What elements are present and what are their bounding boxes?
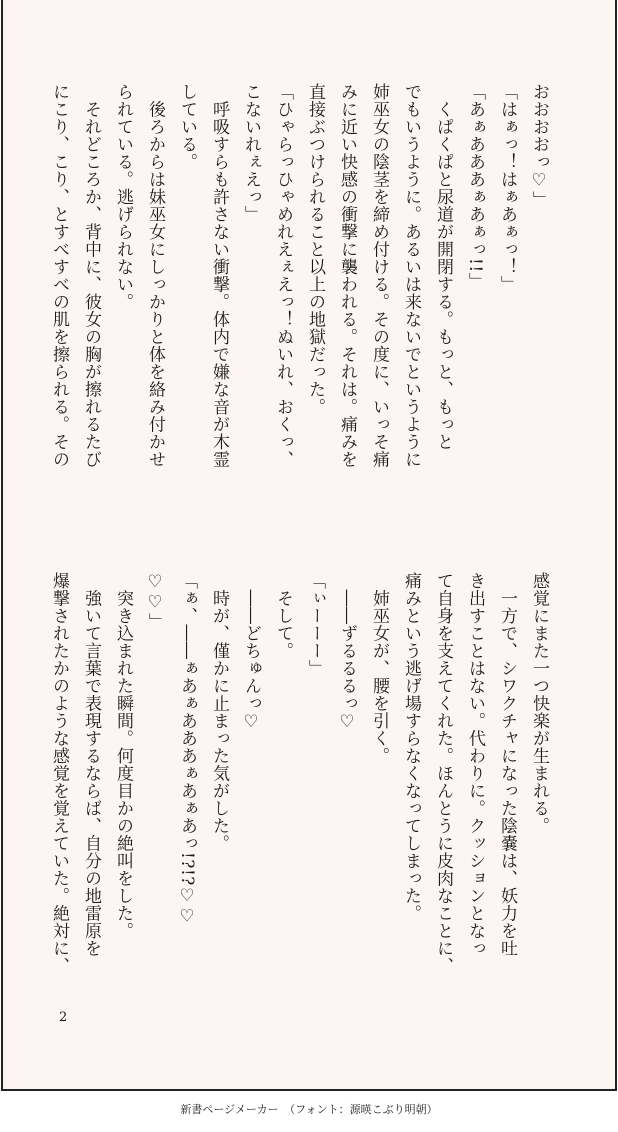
text-line: て自身を支えてくれた。ほんとうに皮肉なことに、 <box>433 572 453 975</box>
text-line: そして。 <box>273 572 293 660</box>
text-line: こないれぇえっ」 <box>241 83 261 223</box>
text-line: ――ずるるるっ♡ <box>337 572 357 733</box>
text-line: 「はぁっ！はぁあぁっ！」 <box>497 83 517 293</box>
text-line: それどころか、背中に、彼女の胸が擦れるたび <box>81 83 101 468</box>
manuscript-page <box>1 0 617 1091</box>
text-line: にこり、こり、とすべすべの肌を擦られる。その <box>49 83 69 468</box>
text-line: おおおおっ♡」 <box>529 83 549 209</box>
text-line: 強いて言葉で表現するならば、自分の地雷原を <box>81 572 101 957</box>
text-line: ♡♡」 <box>145 572 165 631</box>
text-line: き出すことはない。代わりに。クッションとなっ <box>465 572 485 957</box>
text-block-upper <box>49 83 555 523</box>
text-line: 「ぁ、――ぁあぁあああぁあぁあっ!?!?♡♡ <box>177 572 197 927</box>
text-line: 姉巫女が、腰を引く。 <box>369 572 389 765</box>
page-number: 2 <box>59 1010 68 1025</box>
text-line: 痛みという逃げ場すらなくなってしまった。 <box>401 572 421 922</box>
text-line: 「ぃーーー」 <box>305 572 325 677</box>
text-line: 時が、僅かに止まった気がした。 <box>209 572 229 852</box>
text-line: 感覚にまた一つ快楽が生まれる。 <box>529 572 549 835</box>
text-line: している。 <box>177 83 197 171</box>
text-block-lower <box>49 572 555 1012</box>
text-line: でもいうように。あるいは来ないでというように <box>401 83 421 468</box>
text-line: 「あぁあああぁあぁっ!!」 <box>465 83 485 291</box>
text-line: 「ひゃらっひゃめれえぇえっ！ぬいれ、おくっ、 <box>273 83 293 468</box>
text-line: ――どちゅんっ♡ <box>241 572 261 733</box>
text-line: 呼吸すらも許さない衝撃。体内で嫌な音が木霊 <box>209 83 229 468</box>
text-line: 後ろからは妹巫女にしっかりと体を絡み付かせ <box>145 83 165 468</box>
text-line: 直接ぶつけられること以上の地獄だった。 <box>305 83 325 416</box>
text-line: 突き込まれた瞬間。何度目かの絶叫をした。 <box>113 572 133 940</box>
text-line: みに近い快感の衝撃に襲われる。それは。痛みを <box>337 83 357 468</box>
text-line: くぱくぱと尿道が開閉する。もっと、もっと <box>433 83 453 451</box>
text-line: 姉巫女の陰茎を締め付ける。その度に、いっそ痛 <box>369 83 389 468</box>
text-line: られている。逃げられない。 <box>113 83 133 311</box>
text-line: 爆撃されたかのような感覚を覚えていた。絶対に、 <box>49 572 69 975</box>
footer-credit: 新書ページメーカー （フォント：源暎こぶり明朝） <box>180 1103 438 1116</box>
text-line: 一方で、シワクチャになった陰嚢は、妖力を吐 <box>497 572 517 957</box>
